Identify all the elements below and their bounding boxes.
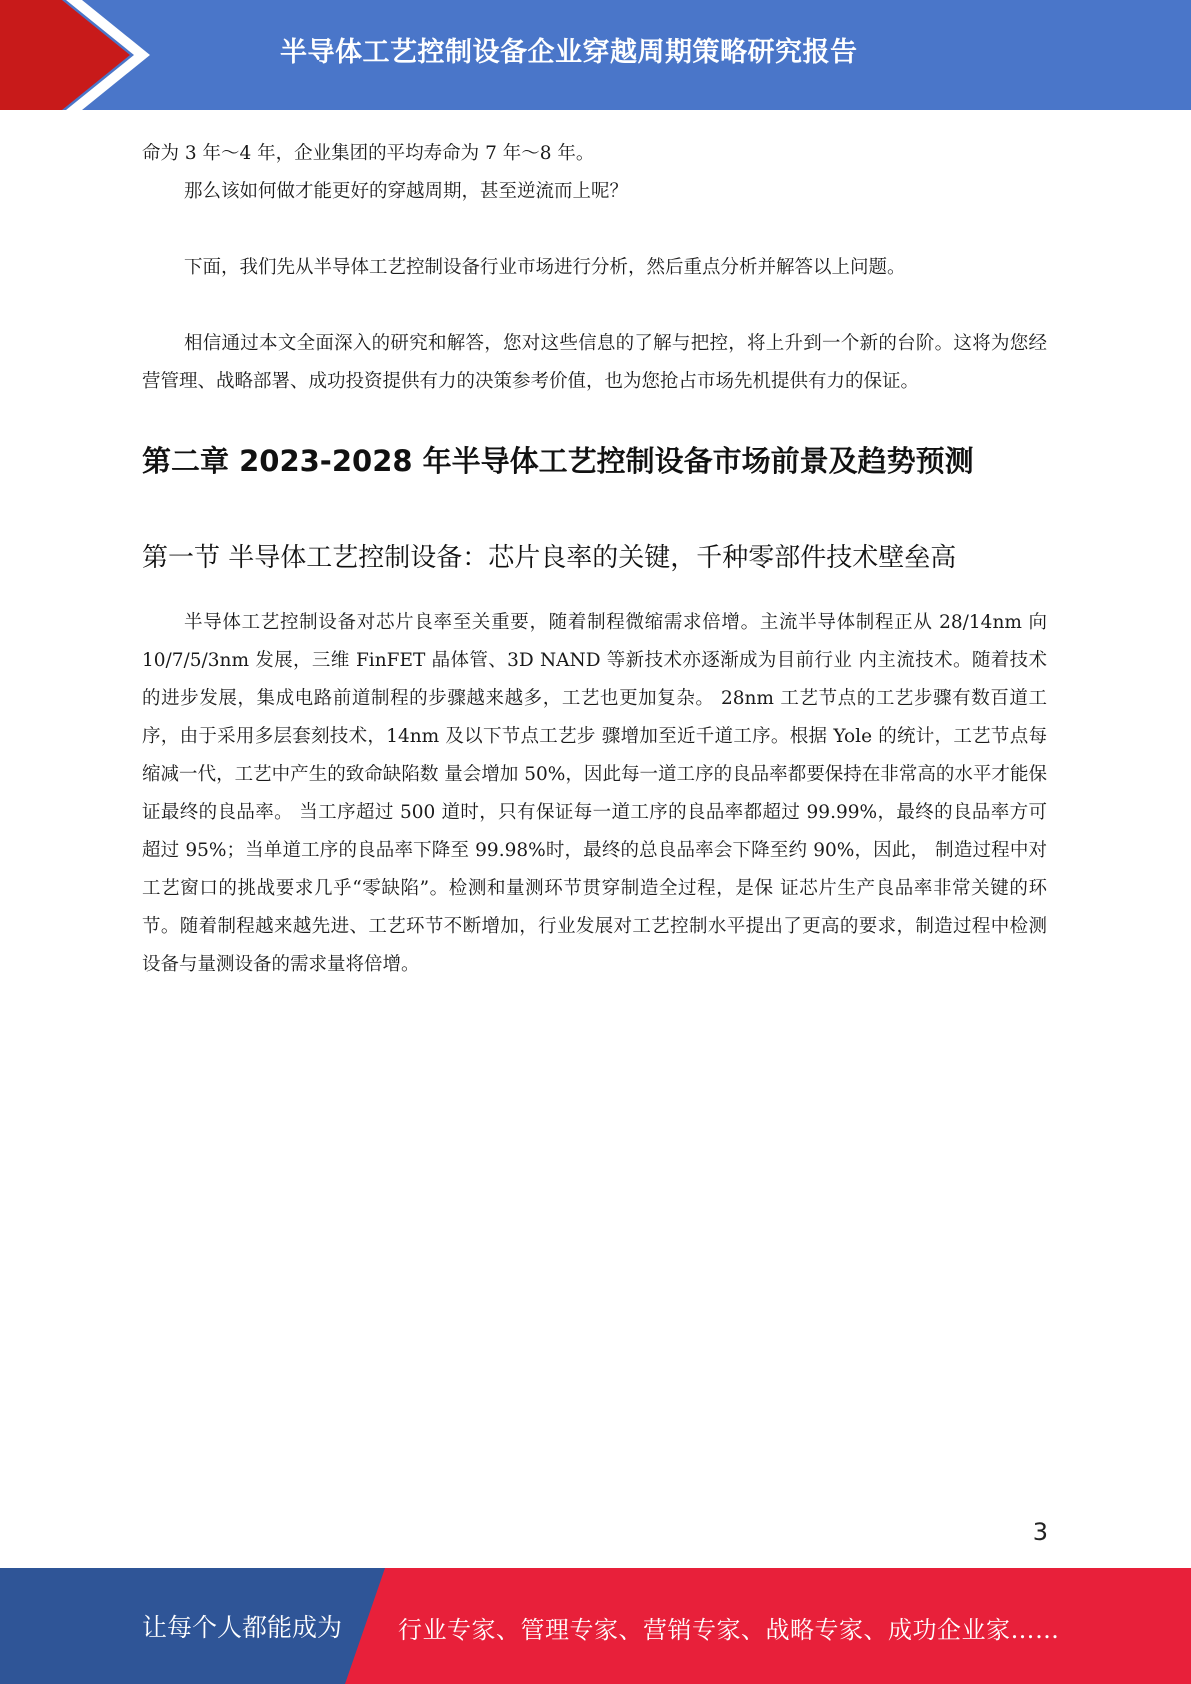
section-heading: 第一节 半导体工艺控制设备：芯片良率的关键，千种零部件技术壁垒高	[142, 543, 957, 573]
body-paragraph: 下面，我们先从半导体工艺控制设备行业市场进行分析，然后重点分析并解答以上问题。	[184, 257, 906, 278]
body-paragraph: 相信通过本文全面深入的研究和解答，您对这些信息的了解与把控，将上升到一个新的台阶。这将为您经营管理、战略部署、成功投资提供有力的决策参考价值，也为您抢占市场先机提供有力的保证。	[142, 333, 1047, 392]
page-footer	[0, 1568, 1191, 1684]
page-number: 3	[1032, 1518, 1048, 1546]
red-chevron-icon	[0, 0, 160, 110]
report-title: 半导体工艺控制设备企业穿越周期策略研究报告	[280, 37, 858, 68]
footer-slogan-left: 让每个人都能成为	[142, 1613, 343, 1642]
section-paragraph: 半导体工艺控制设备对芯片良率至关重要，随着制程微缩需求倍增。主流半导体制程正从 28/14nm 向 10/7/5/3nm 发展，三维 FinFET 晶体管、3D NAND 等新技术亦逐渐成为目前行业 内主流技术。随着技术的进步发展，集成电路前道制程的步骤越来越多，工艺也更加复杂。 28nm 工艺节点的工艺步骤有数百道工序，由于采用多层套刻技术，14nm 及以下节点工艺步 骤增加至近千道工序。根据 Yole 的统计，工艺节点每缩减一代，工艺中产生的致命缺陷数 量会增加 50%，因此每一道工序的良品率都要保持在非常高的水平才能保证最终的良品率。 当工序超过 500 道时，只有保证每一道工序的良品率都超过 99.99%，最终的良品率方可 超过 95%；当单道工序的良品率下降至 99.98%时，最终的总良品率会下降至约 90%，因此， 制造过程中对工艺窗口的挑战要求几乎“零缺陷”。检测和量测环节贯穿制造全过程，是保 证芯片生产良品率非常关键的环节。随着制程越来越先进、工艺环节不断增加，行业发展对工艺控制水平提出了更高的要求，制造过程中检测设备与量测设备的需求量将倍增。	[142, 612, 1047, 975]
page-header	[0, 0, 1191, 110]
chapter-heading: 第二章 2023-2028 年半导体工艺控制设备市场前景及趋势预测	[142, 444, 974, 478]
paragraph-gap	[142, 211, 1047, 249]
paragraph-gap	[142, 287, 1047, 325]
page-content	[142, 135, 1047, 984]
body-paragraph: 那么该如何做才能更好的穿越周期，甚至逆流而上呢？	[184, 181, 629, 202]
body-paragraph: 命为 3 年～4 年，企业集团的平均寿命为 7 年～8 年。	[142, 143, 595, 164]
footer-slogan-right: 行业专家、管理专家、营销专家、战略专家、成功企业家……	[398, 1616, 1060, 1644]
